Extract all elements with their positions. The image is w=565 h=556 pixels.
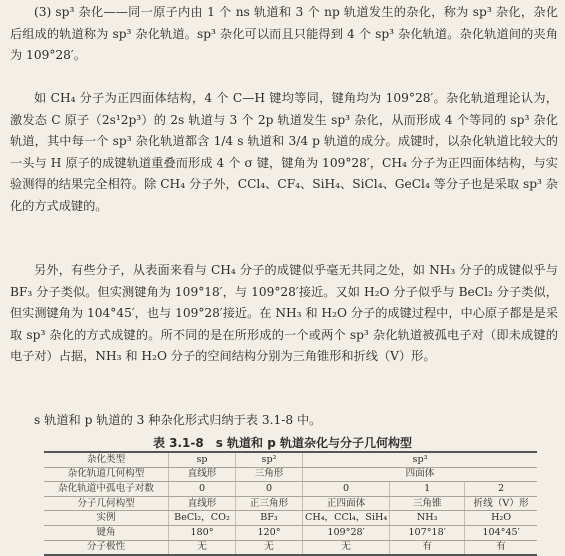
table-cell: 直线形 <box>169 467 236 482</box>
table-cell: 正四面体 <box>303 496 390 511</box>
table-row <box>44 540 537 555</box>
table-cell: 180° <box>169 525 236 540</box>
table-cell: 四面体 <box>303 467 538 482</box>
table-cell: 三角锥 <box>390 496 465 511</box>
table-cell: BeCl₂，CO₂ <box>169 511 236 526</box>
table-row <box>44 467 537 482</box>
table-cell: 无 <box>303 540 390 555</box>
table-cell: 0 <box>169 482 236 497</box>
table-cell: 109°28′ <box>303 525 390 540</box>
row-label: 杂化类型 <box>44 452 169 467</box>
row-label: 分子极性 <box>44 540 169 555</box>
table-cell: 直线形 <box>169 496 236 511</box>
table-row <box>44 525 537 540</box>
row-label: 分子几何构型 <box>44 496 169 511</box>
table-row <box>44 511 537 526</box>
table-row <box>44 496 537 511</box>
table-cell: 0 <box>236 482 303 497</box>
paragraph-ch4-example: 如 CH₄ 分子为正四面体结构，4 个 C—H 键均等同，键角均为 109°28′。杂化轨道理论认为，激发态 C 原子（2s¹2p³）的 2s 轨道与 3 个 2p 轨道发生 sp³ 杂化，从而形成 4 个等同的 sp³ 杂化轨道，其中每一个 sp³ 杂化轨道都含 1/4 s 轨道和 3/4 p 轨道的成分。成键时，以杂化轨道比较大的一头与 H 原子的成键轨道重叠而形成 4 个 σ 键，键角为 109°28′，CH₄ 分子为正四面体结构，与实验测得的结果完全相符。除 CH₄ 分子外，CCl₄、CF₄、SiH₄、SiCl₄、GeCl₄ 等分子也是采取 sp³ 杂化的方式成键的。 <box>10 91 558 213</box>
row-label: 实例 <box>44 511 169 526</box>
table-cell: 无 <box>169 540 236 555</box>
table-cell: 有 <box>465 540 537 555</box>
row-label: 杂化轨道中孤电子对数 <box>44 482 169 497</box>
table-cell: 1 <box>390 482 465 497</box>
row-label: 键角 <box>44 525 169 540</box>
table-cell: sp <box>169 452 236 467</box>
table-cell: 三角形 <box>236 467 303 482</box>
paragraph-nh3-h2o: 另外，有些分子，从表面来看与 CH₄ 分子的成键似乎毫无共同之处，如 NH₃ 分子的成键似乎与 BF₃ 分子类似。但实测键角为 109°18′，与 109°28′接近。又如 H₂O 分子似乎与 BeCl₂ 分子类似，但实测键角为 104°45′，也与 109°28′接近。在 NH₃ 和 H₂O 分子的成键过程中，中心原子都是是采取 sp³ 杂化的方式成键的。所不同的是在所形成的一个或两个 sp³ 杂化轨道被孤电子对（即未成键的电子对）占据，NH₃ 和 H₂O 分子的空间结构分别为三角锥形和折线（V）形。 <box>10 263 559 363</box>
paragraph-sp3-definition: (3) sp³ 杂化——同一原子内由 1 个 ns 轨道和 3 个 np 轨道发生的杂化，称为 sp³ 杂化，杂化后组成的轨道称为 sp³ 杂化轨道。sp³ 杂化可以而且只能得到 4 个 sp³ 杂化轨道。杂化轨道间的夹角为 109°28′。 <box>10 5 558 62</box>
table-cell: 104°45′ <box>465 525 537 540</box>
table-caption: 表 3.1-8 s 轨道和 p 轨道杂化与分子几何构型 <box>152 436 413 450</box>
table-cell: sp³ <box>303 452 538 467</box>
table-cell: 无 <box>236 540 303 555</box>
table-cell: 正三角形 <box>236 496 303 511</box>
table-cell: 折线（V）形 <box>465 496 537 511</box>
table-row <box>44 482 537 497</box>
table-cell: 2 <box>465 482 537 497</box>
row-label: 杂化轨道几何构型 <box>44 467 169 482</box>
table-cell: H₂O <box>465 511 537 526</box>
table-cell: 120° <box>236 525 303 540</box>
table-cell: BF₃ <box>236 511 303 526</box>
table-row <box>44 452 537 467</box>
table-cell: sp² <box>236 452 303 467</box>
table-cell: NH₃ <box>390 511 465 526</box>
table-cell: 有 <box>390 540 465 555</box>
hybridization-table <box>44 451 537 556</box>
table-cell: 0 <box>303 482 390 497</box>
table-cell: CH₄，CCl₄，SiH₄ <box>303 511 390 526</box>
paragraph-summary: s 轨道和 p 轨道的 3 种杂化形式归纳于表 3.1-8 中。 <box>34 413 322 427</box>
table-cell: 107°18′ <box>390 525 465 540</box>
